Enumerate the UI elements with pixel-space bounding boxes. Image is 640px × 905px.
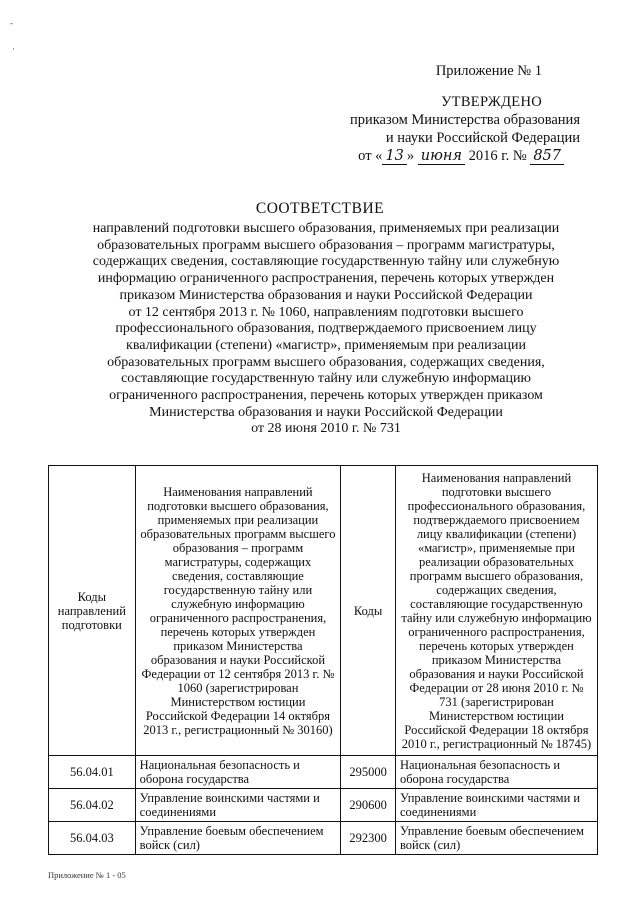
page-footer: Приложение № 1 - 05 xyxy=(48,870,126,880)
intro-line: квалификации (степени) «магистр», применяемым при реализации xyxy=(126,337,526,353)
intro-line: приказом Министерства образования и науки Российской Федерации xyxy=(119,287,533,303)
row-old-name: Управление боевым обеспечением войск (сил) xyxy=(395,822,597,855)
correspondence-table xyxy=(48,465,598,855)
order-line-2: и науки Российской Федерации xyxy=(385,130,580,146)
table-row xyxy=(49,756,598,789)
approval-block xyxy=(330,62,600,165)
order-date-line xyxy=(330,147,600,165)
header-new-directions: Наименования направлений подготовки высшего образования, применяемых при реализации образовательных программ высшего образования – программ магистратуры, содержащих сведения, составляющие государственную тайну или служебную информацию ограниченного распространения, перечень которых утвержден приказом Министерства образования и науки Российской Федерации от 12 сентября 2013 г. № 1060 (зарегистрирован Министерством юстиции Российской Федерации 14 октября 2013 г., регистрационный № 30160) xyxy=(135,466,341,756)
table-header-row xyxy=(49,466,598,756)
header-old-codes: Коды xyxy=(341,466,396,756)
table-row xyxy=(49,789,598,822)
header-old-directions: Наименования направлений подготовки высшего профессионального образования, подтверждаемого присвоением лицу квалификации (степени) «магистр», применяемые при реализации образовательных программ высшего образования, содержащих сведения, составляющие государственную тайну или служебную информацию ограниченного распространения, перечень которых утвержден приказом Министерства образования и науки Российской Федерации от 28 июня 2010 г. № 731 (зарегистрирован Министерством юстиции Российской Федерации 18 октября 2010 г., регистрационный № 18745) xyxy=(395,466,597,756)
row-old-name: Национальная безопасность и оборона государства xyxy=(395,756,597,789)
row-code: 56.04.03 xyxy=(49,822,136,855)
intro-line: составляющие государственную тайну или служебную информацию xyxy=(121,371,531,387)
date-month: июня xyxy=(418,148,465,165)
intro-line: ограниченного распространения, перечень которых утвержден приказом xyxy=(109,388,543,404)
row-old-code: 290600 xyxy=(341,789,396,822)
scan-speck: - xyxy=(10,18,13,28)
intro-line: от 12 сентября 2013 г. № 1060, направлениям подготовки высшего xyxy=(128,304,524,320)
document-title: СООТВЕТСТВИЕ xyxy=(255,200,385,217)
row-old-name: Управление воинскими частями и соединениями xyxy=(395,789,597,822)
scan-speck: · xyxy=(12,44,15,54)
row-name: Управление боевым обеспечением войск (сил) xyxy=(135,822,341,855)
order-number: 857 xyxy=(530,148,564,165)
date-year: 2016 г. № xyxy=(468,148,527,164)
approved-label: УТВЕРЖДЕНО xyxy=(441,94,542,110)
intro-line: профессионального образования, подтверждаемого присвоением лицу xyxy=(115,321,537,337)
intro-line: информацию ограниченного распространения, перечень которых утвержден xyxy=(97,271,555,287)
document-intro xyxy=(66,221,586,438)
intro-line: образовательных программ высшего образования – программ магистратуры, xyxy=(97,237,555,253)
row-name: Национальная безопасность и оборона государства xyxy=(135,756,341,789)
row-old-code: 295000 xyxy=(341,756,396,789)
row-code: 56.04.02 xyxy=(49,789,136,822)
row-name: Управление воинскими частями и соединениями xyxy=(135,789,341,822)
annex-label: Приложение № 1 xyxy=(435,63,542,79)
header-codes: Коды направлений подготовки xyxy=(49,466,136,756)
table-row xyxy=(49,822,598,855)
order-line-1: приказом Министерства образования xyxy=(349,112,580,128)
intro-line: Министерства образования и науки Российской Федерации xyxy=(149,404,503,420)
date-separator: » xyxy=(406,148,415,164)
row-code: 56.04.01 xyxy=(49,756,136,789)
intro-line: направлений подготовки высшего образования, применяемых при реализации xyxy=(92,221,560,236)
row-old-code: 292300 xyxy=(341,822,396,855)
intro-line: содержащих сведения, составляющие государственную тайну или служебную xyxy=(92,254,560,270)
intro-line: образовательных программ высшего образования, содержащих сведения, xyxy=(107,354,545,370)
date-prefix: от « xyxy=(358,148,383,164)
intro-line: от 28 июня 2010 г. № 731 xyxy=(251,421,401,437)
date-day: 13 xyxy=(382,148,406,165)
